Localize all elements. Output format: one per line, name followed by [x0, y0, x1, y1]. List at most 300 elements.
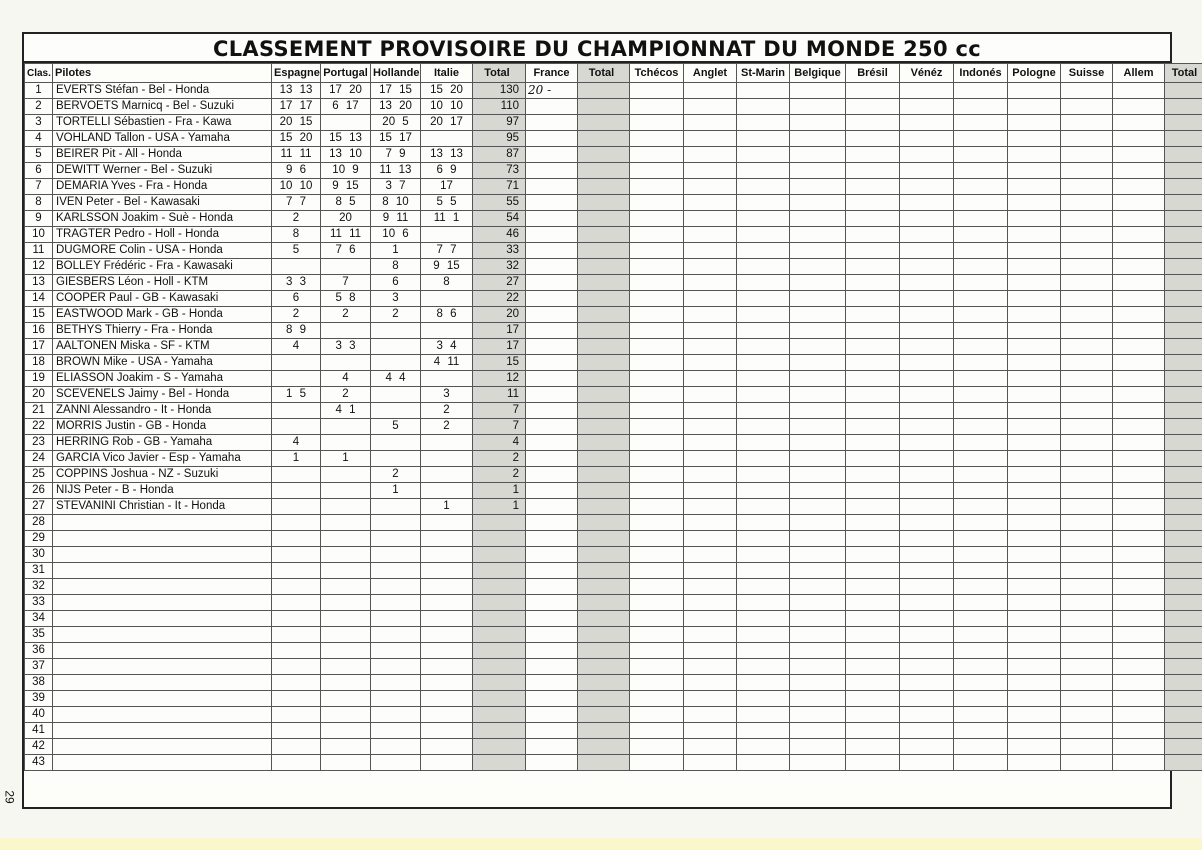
empty-race-cell	[684, 435, 737, 451]
total-cell-3	[1165, 691, 1202, 707]
empty-race-cell	[737, 291, 790, 307]
france-points-cell	[526, 115, 578, 131]
empty-race-cell	[900, 291, 954, 307]
rank-cell: 1	[25, 83, 53, 99]
france-points-cell	[526, 707, 578, 723]
table-row	[25, 291, 1202, 307]
total-cell-2	[578, 163, 630, 179]
rank-cell: 17	[25, 339, 53, 355]
race-points-cell	[371, 323, 421, 339]
rank-cell: 30	[25, 547, 53, 563]
empty-race-cell	[790, 291, 846, 307]
empty-race-cell	[846, 515, 900, 531]
empty-race-cell	[954, 547, 1008, 563]
pilot-cell	[53, 643, 272, 659]
france-points-cell	[526, 467, 578, 483]
empty-race-cell	[846, 451, 900, 467]
rank-cell: 25	[25, 467, 53, 483]
total-cell-2	[578, 643, 630, 659]
pilot-cell: TORTELLI Sébastien - Fra - Kawa	[53, 115, 272, 131]
race-points-cell	[321, 355, 371, 371]
header-portugal: Portugal	[321, 64, 371, 83]
race-points-cell: 1 5	[272, 387, 321, 403]
race-points-cell	[421, 707, 473, 723]
empty-race-cell	[1008, 595, 1061, 611]
france-points-cell	[526, 99, 578, 115]
total-cell-3	[1165, 195, 1202, 211]
race-points-cell	[371, 435, 421, 451]
empty-race-cell	[1008, 83, 1061, 99]
empty-race-cell	[846, 243, 900, 259]
header-hollande: Hollande	[371, 64, 421, 83]
empty-race-cell	[684, 627, 737, 643]
empty-race-cell	[790, 579, 846, 595]
race-points-cell: 3 7	[371, 179, 421, 195]
pilot-cell: NIJS Peter - B - Honda	[53, 483, 272, 499]
race-points-cell	[272, 355, 321, 371]
empty-race-cell	[684, 595, 737, 611]
empty-race-cell	[630, 195, 684, 211]
pilot-cell: STEVANINI Christian - It - Honda	[53, 499, 272, 515]
empty-race-cell	[1061, 355, 1113, 371]
empty-race-cell	[684, 211, 737, 227]
empty-race-cell	[630, 595, 684, 611]
empty-race-cell	[630, 723, 684, 739]
empty-race-cell	[954, 355, 1008, 371]
empty-race-cell	[954, 627, 1008, 643]
empty-race-cell	[1008, 563, 1061, 579]
empty-race-cell	[900, 419, 954, 435]
rank-cell: 19	[25, 371, 53, 387]
empty-race-cell	[737, 675, 790, 691]
empty-race-cell	[737, 83, 790, 99]
race-points-cell	[421, 595, 473, 611]
race-points-cell: 2	[421, 403, 473, 419]
empty-race-cell	[1008, 755, 1061, 771]
race-points-cell	[321, 755, 371, 771]
empty-race-cell	[630, 291, 684, 307]
race-points-cell: 2	[272, 211, 321, 227]
france-points-cell	[526, 579, 578, 595]
empty-race-cell	[1061, 307, 1113, 323]
race-points-cell: 13 13	[421, 147, 473, 163]
empty-race-cell	[900, 515, 954, 531]
race-points-cell: 6	[272, 291, 321, 307]
race-points-cell: 4 11	[421, 355, 473, 371]
race-points-cell	[421, 611, 473, 627]
empty-race-cell	[790, 515, 846, 531]
empty-race-cell	[900, 563, 954, 579]
empty-race-cell	[790, 243, 846, 259]
france-points-cell	[526, 499, 578, 515]
empty-race-cell	[900, 659, 954, 675]
empty-race-cell	[900, 371, 954, 387]
empty-race-cell	[630, 691, 684, 707]
race-points-cell: 17	[421, 179, 473, 195]
empty-race-cell	[1113, 99, 1165, 115]
race-points-cell: 10 6	[371, 227, 421, 243]
empty-race-cell	[900, 483, 954, 499]
table-row	[25, 483, 1202, 499]
empty-race-cell	[1113, 403, 1165, 419]
total-cell: 33	[473, 243, 526, 259]
race-points-cell	[421, 691, 473, 707]
empty-race-cell	[684, 499, 737, 515]
total-cell-2	[578, 659, 630, 675]
empty-race-cell	[900, 307, 954, 323]
empty-race-cell	[790, 195, 846, 211]
header-france: France	[526, 64, 578, 83]
total-cell	[473, 675, 526, 691]
total-cell-3	[1165, 387, 1202, 403]
race-points-cell: 2	[272, 307, 321, 323]
empty-race-cell	[1061, 627, 1113, 643]
rank-cell: 31	[25, 563, 53, 579]
total-cell-2	[578, 451, 630, 467]
empty-race-cell	[846, 579, 900, 595]
empty-race-cell	[737, 419, 790, 435]
total-cell-3	[1165, 531, 1202, 547]
empty-race-cell	[1008, 451, 1061, 467]
rank-cell: 38	[25, 675, 53, 691]
pilot-cell: BOLLEY Frédéric - Fra - Kawasaki	[53, 259, 272, 275]
empty-race-cell	[790, 275, 846, 291]
race-points-cell	[321, 483, 371, 499]
empty-race-cell	[737, 627, 790, 643]
empty-race-cell	[900, 531, 954, 547]
table-row	[25, 83, 1202, 99]
empty-race-cell	[846, 467, 900, 483]
empty-race-cell	[1061, 227, 1113, 243]
empty-race-cell	[846, 755, 900, 771]
race-points-cell	[272, 483, 321, 499]
total-cell-3	[1165, 339, 1202, 355]
race-points-cell: 2	[371, 467, 421, 483]
empty-race-cell	[900, 451, 954, 467]
empty-race-cell	[954, 611, 1008, 627]
empty-race-cell	[1008, 403, 1061, 419]
race-points-cell	[321, 691, 371, 707]
rank-cell: 23	[25, 435, 53, 451]
empty-race-cell	[954, 387, 1008, 403]
race-points-cell	[371, 755, 421, 771]
empty-race-cell	[790, 675, 846, 691]
empty-race-cell	[900, 99, 954, 115]
pilot-cell: COPPINS Joshua - NZ - Suzuki	[53, 467, 272, 483]
race-points-cell: 3	[421, 387, 473, 403]
empty-race-cell	[737, 451, 790, 467]
header-indones: Indonés	[954, 64, 1008, 83]
empty-race-cell	[737, 131, 790, 147]
total-cell: 87	[473, 147, 526, 163]
race-points-cell	[421, 579, 473, 595]
race-points-cell: 5 5	[421, 195, 473, 211]
empty-race-cell	[1008, 467, 1061, 483]
race-points-cell: 9 11	[371, 211, 421, 227]
total-cell-3	[1165, 451, 1202, 467]
race-points-cell: 4	[272, 435, 321, 451]
france-points-cell	[526, 403, 578, 419]
empty-race-cell	[900, 643, 954, 659]
race-points-cell	[371, 691, 421, 707]
total-cell	[473, 563, 526, 579]
race-points-cell	[371, 707, 421, 723]
empty-race-cell	[954, 163, 1008, 179]
empty-race-cell	[900, 707, 954, 723]
empty-race-cell	[846, 739, 900, 755]
empty-race-cell	[846, 179, 900, 195]
france-points-cell	[526, 675, 578, 691]
empty-race-cell	[684, 99, 737, 115]
empty-race-cell	[954, 419, 1008, 435]
empty-race-cell	[1008, 435, 1061, 451]
total-cell-2	[578, 195, 630, 211]
empty-race-cell	[790, 467, 846, 483]
empty-race-cell	[1061, 611, 1113, 627]
pilot-cell: VOHLAND Tallon - USA - Yamaha	[53, 131, 272, 147]
empty-race-cell	[900, 611, 954, 627]
empty-race-cell	[900, 403, 954, 419]
empty-race-cell	[1113, 691, 1165, 707]
race-points-cell	[272, 659, 321, 675]
empty-race-cell	[630, 259, 684, 275]
empty-race-cell	[737, 243, 790, 259]
rank-cell: 8	[25, 195, 53, 211]
race-points-cell	[421, 739, 473, 755]
empty-race-cell	[630, 499, 684, 515]
empty-race-cell	[1113, 451, 1165, 467]
empty-race-cell	[630, 275, 684, 291]
empty-race-cell	[1061, 163, 1113, 179]
race-points-cell	[272, 755, 321, 771]
empty-race-cell	[1113, 179, 1165, 195]
total-cell-2	[578, 499, 630, 515]
race-points-cell	[371, 563, 421, 579]
race-points-cell	[421, 547, 473, 563]
total-cell-3	[1165, 579, 1202, 595]
france-points-cell: 20 -	[526, 83, 578, 99]
empty-race-cell	[630, 307, 684, 323]
empty-race-cell	[954, 659, 1008, 675]
rank-cell: 36	[25, 643, 53, 659]
empty-race-cell	[954, 275, 1008, 291]
empty-race-cell	[630, 435, 684, 451]
empty-race-cell	[1113, 131, 1165, 147]
empty-race-cell	[684, 339, 737, 355]
empty-race-cell	[846, 259, 900, 275]
race-points-cell: 7 9	[371, 147, 421, 163]
empty-race-cell	[846, 323, 900, 339]
race-points-cell	[421, 627, 473, 643]
empty-race-cell	[684, 387, 737, 403]
table-row	[25, 707, 1202, 723]
race-points-cell: 5 8	[321, 291, 371, 307]
empty-race-cell	[1008, 355, 1061, 371]
total-cell: 71	[473, 179, 526, 195]
rank-cell: 41	[25, 723, 53, 739]
race-points-cell	[421, 659, 473, 675]
empty-race-cell	[737, 499, 790, 515]
total-cell-2	[578, 467, 630, 483]
pilot-cell	[53, 691, 272, 707]
empty-race-cell	[1113, 467, 1165, 483]
pilot-cell: COOPER Paul - GB - Kawasaki	[53, 291, 272, 307]
total-cell-2	[578, 563, 630, 579]
race-points-cell: 2	[321, 387, 371, 403]
page-title: CLASSEMENT PROVISOIRE DU CHAMPIONNAT DU MONDE 250 cc	[24, 34, 1170, 63]
pilot-cell	[53, 515, 272, 531]
page-number: 29	[2, 790, 17, 804]
table-row	[25, 339, 1202, 355]
empty-race-cell	[737, 483, 790, 499]
empty-race-cell	[630, 627, 684, 643]
rank-cell: 16	[25, 323, 53, 339]
pilot-cell: DEWITT Werner - Bel - Suzuki	[53, 163, 272, 179]
france-points-cell	[526, 483, 578, 499]
empty-race-cell	[1113, 355, 1165, 371]
empty-race-cell	[846, 691, 900, 707]
empty-race-cell	[737, 195, 790, 211]
empty-race-cell	[954, 643, 1008, 659]
empty-race-cell	[684, 195, 737, 211]
empty-race-cell	[737, 739, 790, 755]
empty-race-cell	[1008, 531, 1061, 547]
total-cell-3	[1165, 755, 1202, 771]
race-points-cell: 13 20	[371, 99, 421, 115]
empty-race-cell	[1113, 515, 1165, 531]
empty-race-cell	[630, 83, 684, 99]
empty-race-cell	[790, 179, 846, 195]
rank-cell: 43	[25, 755, 53, 771]
empty-race-cell	[790, 83, 846, 99]
pilot-cell	[53, 579, 272, 595]
empty-race-cell	[1113, 627, 1165, 643]
race-points-cell	[421, 323, 473, 339]
empty-race-cell	[846, 131, 900, 147]
race-points-cell	[371, 531, 421, 547]
empty-race-cell	[846, 499, 900, 515]
empty-race-cell	[900, 179, 954, 195]
empty-race-cell	[846, 275, 900, 291]
empty-race-cell	[1008, 707, 1061, 723]
empty-race-cell	[954, 515, 1008, 531]
total-cell-3	[1165, 259, 1202, 275]
pilot-cell: BEIRER Pit - All - Honda	[53, 147, 272, 163]
empty-race-cell	[900, 227, 954, 243]
empty-race-cell	[1008, 227, 1061, 243]
empty-race-cell	[1008, 179, 1061, 195]
rank-cell: 14	[25, 291, 53, 307]
empty-race-cell	[900, 147, 954, 163]
empty-race-cell	[737, 387, 790, 403]
empty-race-cell	[1061, 675, 1113, 691]
race-points-cell	[421, 227, 473, 243]
table-row	[25, 147, 1202, 163]
total-cell: 32	[473, 259, 526, 275]
empty-race-cell	[684, 755, 737, 771]
rank-cell: 29	[25, 531, 53, 547]
empty-race-cell	[790, 387, 846, 403]
race-points-cell	[272, 259, 321, 275]
empty-race-cell	[1113, 499, 1165, 515]
empty-race-cell	[1008, 739, 1061, 755]
header-tchecos: Tchécos	[630, 64, 684, 83]
total-cell: 2	[473, 451, 526, 467]
total-cell-3	[1165, 99, 1202, 115]
empty-race-cell	[630, 147, 684, 163]
empty-race-cell	[630, 579, 684, 595]
france-points-cell	[526, 371, 578, 387]
table-row	[25, 179, 1202, 195]
rank-cell: 3	[25, 115, 53, 131]
total-cell-2	[578, 387, 630, 403]
empty-race-cell	[1113, 531, 1165, 547]
empty-race-cell	[790, 547, 846, 563]
table-row	[25, 515, 1202, 531]
race-points-cell	[321, 627, 371, 643]
empty-race-cell	[1008, 723, 1061, 739]
race-points-cell: 15 17	[371, 131, 421, 147]
empty-race-cell	[684, 739, 737, 755]
pilot-cell: IVEN Peter - Bel - Kawasaki	[53, 195, 272, 211]
empty-race-cell	[1113, 339, 1165, 355]
france-points-cell	[526, 355, 578, 371]
empty-race-cell	[846, 611, 900, 627]
empty-race-cell	[1113, 595, 1165, 611]
race-points-cell	[421, 451, 473, 467]
total-cell-3	[1165, 675, 1202, 691]
empty-race-cell	[900, 339, 954, 355]
rank-cell: 22	[25, 419, 53, 435]
total-cell-3	[1165, 355, 1202, 371]
empty-race-cell	[790, 643, 846, 659]
empty-race-cell	[846, 419, 900, 435]
table-row	[25, 387, 1202, 403]
race-points-cell: 3 3	[272, 275, 321, 291]
race-points-cell	[272, 627, 321, 643]
total-cell-3	[1165, 419, 1202, 435]
race-points-cell	[321, 723, 371, 739]
empty-race-cell	[790, 627, 846, 643]
pilot-cell: KARLSSON Joakim - Suè - Honda	[53, 211, 272, 227]
total-cell-2	[578, 419, 630, 435]
empty-race-cell	[684, 259, 737, 275]
france-points-cell	[526, 163, 578, 179]
empty-race-cell	[1061, 643, 1113, 659]
empty-race-cell	[1008, 643, 1061, 659]
race-points-cell: 8	[421, 275, 473, 291]
empty-race-cell	[1008, 419, 1061, 435]
total-cell: 1	[473, 483, 526, 499]
empty-race-cell	[684, 131, 737, 147]
empty-race-cell	[790, 611, 846, 627]
total-cell-2	[578, 627, 630, 643]
table-row	[25, 467, 1202, 483]
empty-race-cell	[737, 579, 790, 595]
race-points-cell: 11 11	[272, 147, 321, 163]
empty-race-cell	[1113, 163, 1165, 179]
empty-race-cell	[954, 739, 1008, 755]
empty-race-cell	[737, 147, 790, 163]
rank-cell: 6	[25, 163, 53, 179]
header-total-3: Total	[1165, 64, 1202, 83]
header-allem: Allem	[1113, 64, 1165, 83]
empty-race-cell	[737, 227, 790, 243]
header-pologne: Pologne	[1008, 64, 1061, 83]
empty-race-cell	[954, 227, 1008, 243]
empty-race-cell	[737, 115, 790, 131]
rank-cell: 9	[25, 211, 53, 227]
